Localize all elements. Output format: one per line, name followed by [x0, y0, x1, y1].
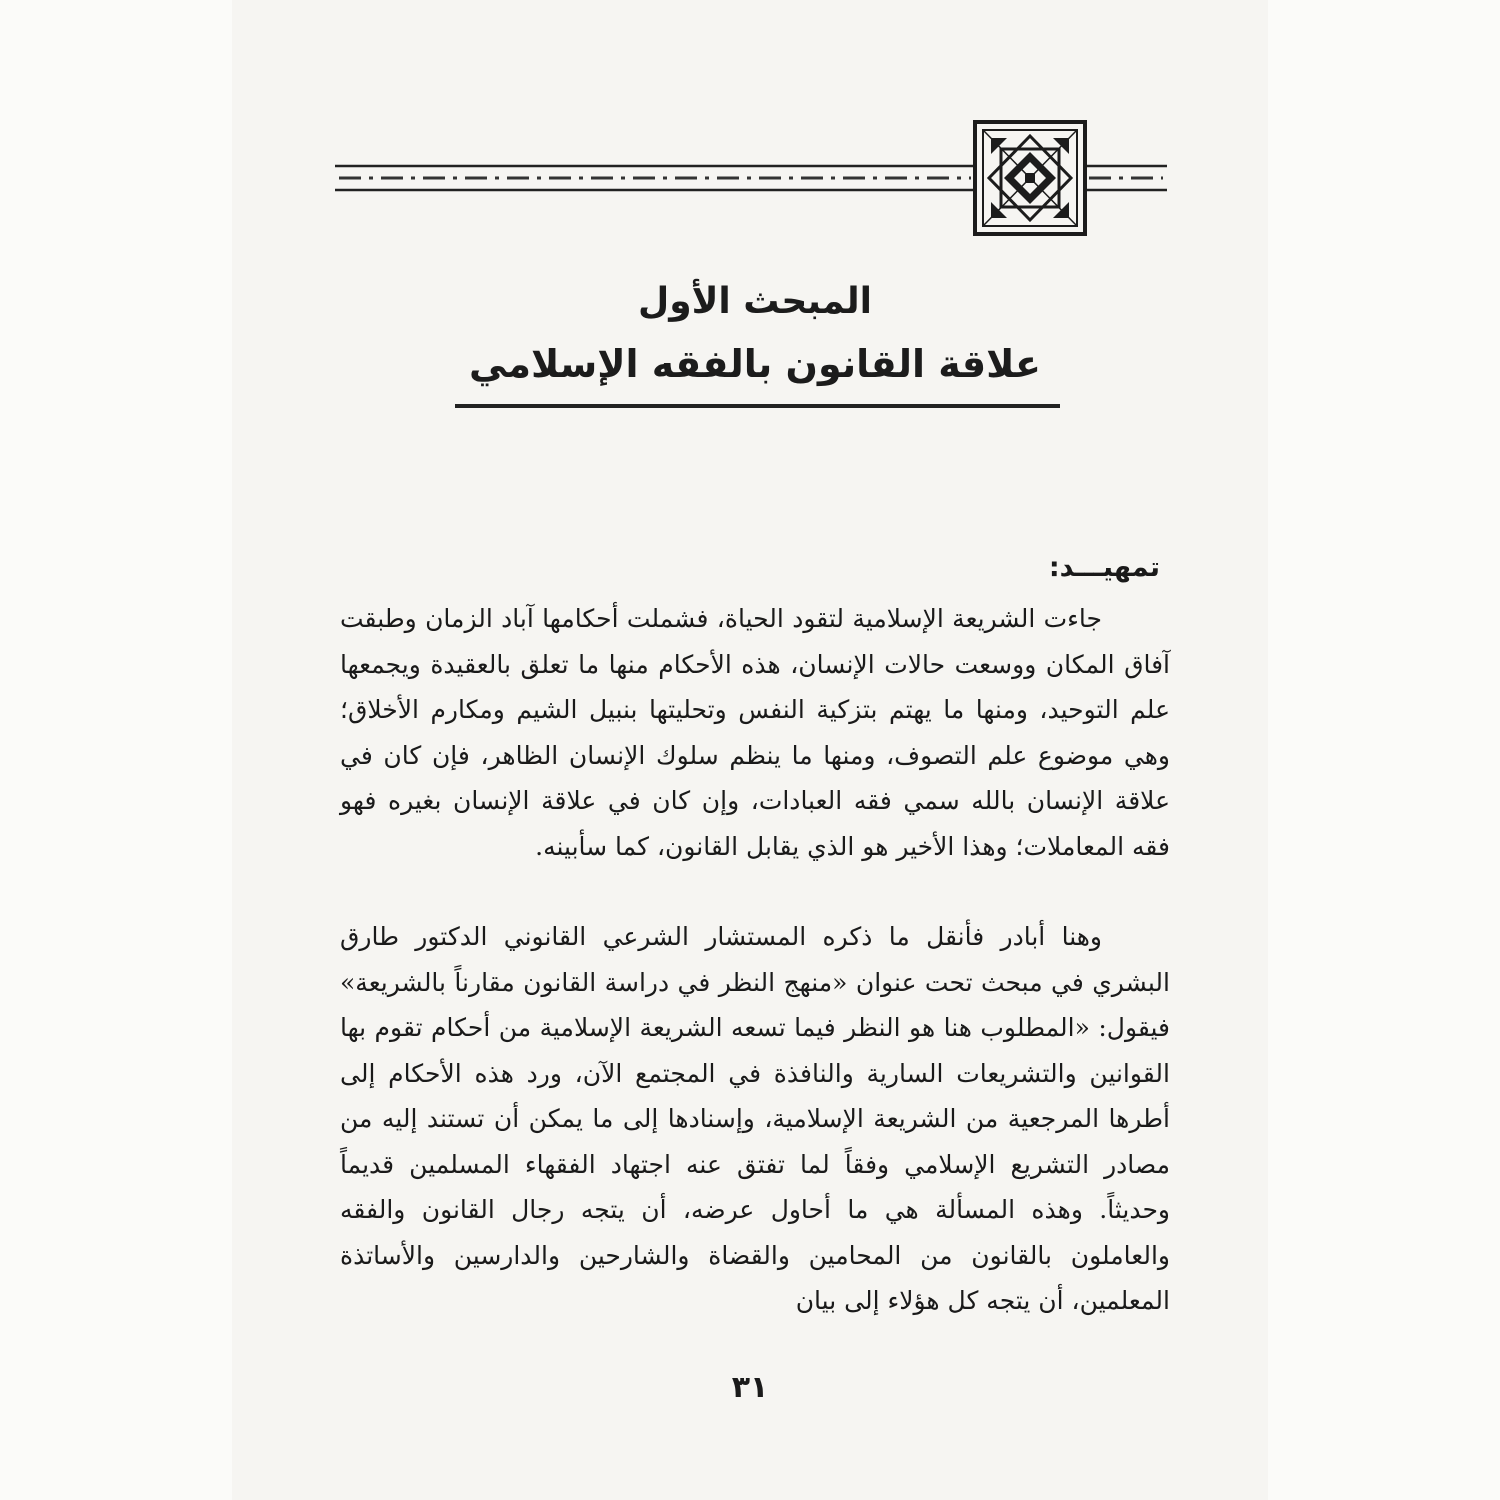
geometric-star-icon [975, 122, 1085, 234]
section-heading: تمهيـــد: [1048, 552, 1160, 583]
chapter-subtitle: علاقة القانون بالفقه الإسلامي [469, 342, 1041, 386]
chapter-titles [340, 276, 1170, 392]
title-underline [455, 404, 1060, 408]
body-text [340, 596, 1170, 1324]
page-number: ٣١ [731, 1370, 769, 1405]
paragraph: جاءت الشريعة الإسلامية لتقود الحياة، فشملت أحكامها آباد الزمان وطبقت آفاق المكان ووسعت حالات الإنسان، هذه الأحكام منها ما تعلق بالعقيدة ويجمعها علم التوحيد، ومنها ما يهتم بتزكية النفس وتحليتها بنبيل الشيم ومكارم الأخلاق؛ وهي موضوع علم التصوف، ومنها ما ينظم سلوك الإنسان الظاهر، فإن كان في علاقة الإنسان بالله سمي فقه العبادات، وإن كان في علاقة الإنسان بغيره فهو فقه المعاملات؛ وهذا الأخير هو الذي يقابل القانون، كما سأبينه. [340, 604, 1170, 861]
chapter-title: المبحث الأول [637, 281, 873, 322]
paragraph: وهنا أبادر فأنقل ما ذكره المستشار الشرعي القانوني الدكتور طارق البشري في مبحث تحت عنوان «منهج النظر في دراسة القانون مقارناً بالشريعة» فيقول: «المطلوب هنا هو النظر فيما تسعه الشريعة الإسلامية من أحكام تقوم بها القوانين والتشريعات السارية والنافذة في المجتمع الآن، ورد هذه الأحكام إلى أطرها المرجعية من الشريعة الإسلامية، وإسنادها إلى ما يمكن أن تستند إليه من مصادر التشريع الإسلامي وفقاً لما تفتق عنه اجتهاد الفقهاء المسلمين قديماً وحديثاً. وهذه المسألة هي ما أحاول عرضه، أن يتجه رجال القانون والفقه والعاملون بالقانون من المحامين والقضاة والشارحين والدارسين والأساتذة المعلمين، أن يتجه كل هؤلاء إلى بيان [340, 922, 1170, 1315]
chapter-header-ornament [335, 118, 1167, 238]
